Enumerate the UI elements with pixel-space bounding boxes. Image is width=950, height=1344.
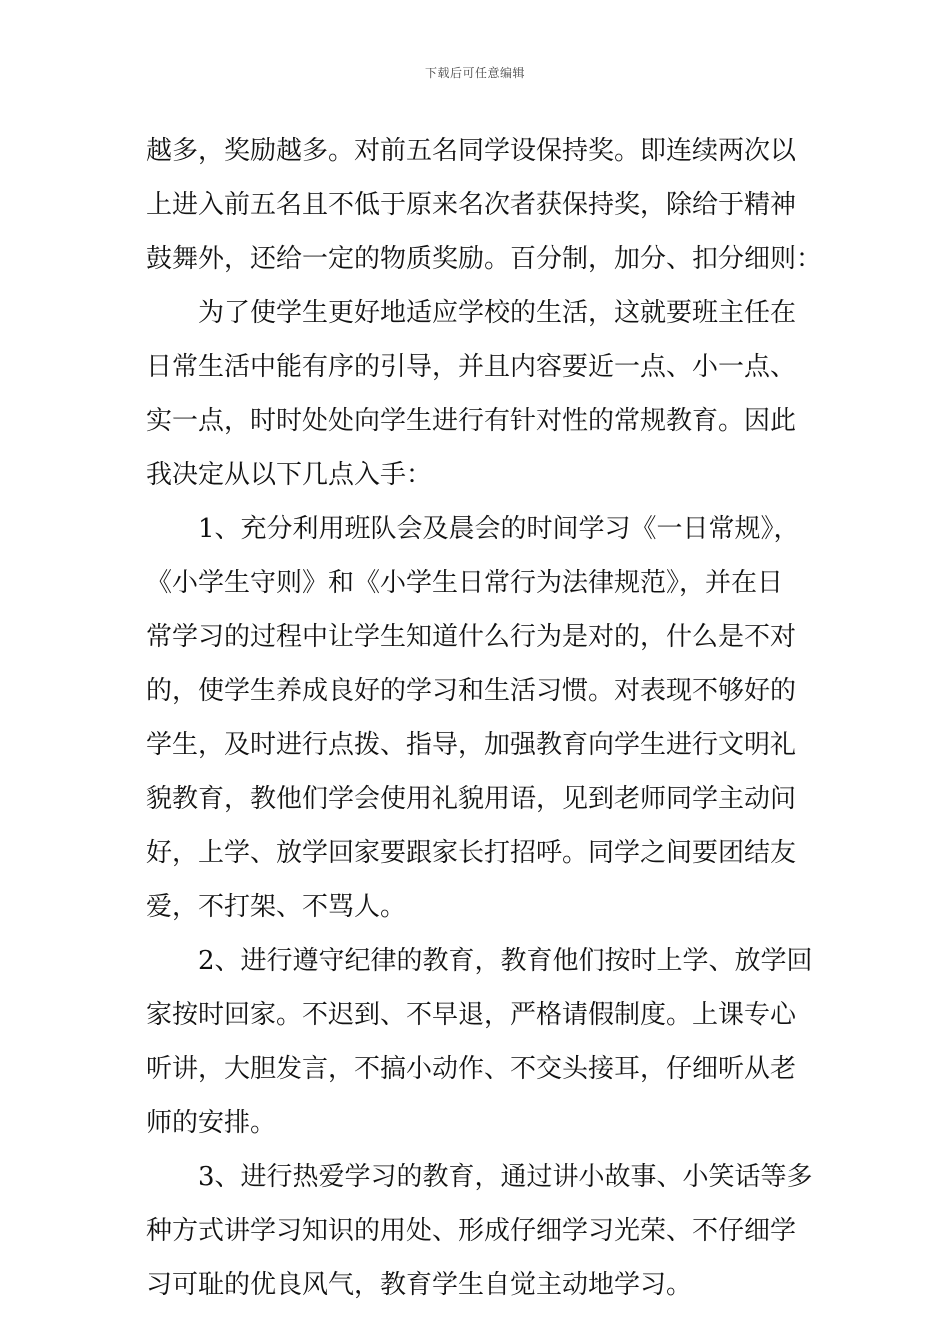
text-line: 1、充分利用班队会及晨会的时间学习《一日常规》， (146, 514, 800, 544)
text-line: 2、进行遵守纪律的教育，教育他们按时上学、放学回 (146, 946, 813, 976)
body-text (146, 124, 823, 1312)
text-line: 实一点，时时处处向学生进行有针对性的常规教育。因此 (146, 406, 797, 436)
text-line: 《小学生守则》和《小学生日常行为法律规范》，并在日 (146, 568, 784, 598)
text-line: 听讲，大胆发言，不搞小动作、不交头接耳，仔细听从老 (146, 1054, 797, 1084)
text-line: 为了使学生更好地适应学校的生活，这就要班主任在 (146, 298, 797, 328)
text-line: 貌教育，教他们学会使用礼貌用语，见到老师同学主动问 (146, 784, 797, 814)
text-line: 好，上学、放学回家要跟家长打招呼。同学之间要团结友 (146, 838, 797, 868)
page-header: 下载后可任意编辑 (424, 66, 525, 80)
text-line: 3、进行热爱学习的教育，通过讲小故事、小笑话等多 (146, 1162, 813, 1192)
text-line: 的，使学生养成良好的学习和生活习惯。对表现不够好的 (146, 676, 797, 706)
text-line: 常学习的过程中让学生知道什么行为是对的，什么是不对 (146, 622, 797, 652)
text-line: 日常生活中能有序的引导，并且内容要近一点、小一点、 (146, 352, 797, 382)
text-line: 种方式讲学习知识的用处、形成仔细学习光荣、不仔细学 (146, 1216, 797, 1246)
text-line: 鼓舞外，还给一定的物质奖励。百分制，加分、扣分细则： (146, 244, 823, 274)
text-line: 师的安排。 (146, 1108, 277, 1138)
text-line: 上进入前五名且不低于原来名次者获保持奖，除给于精神 (146, 190, 797, 220)
text-line: 越多，奖励越多。对前五名同学设保持奖。即连续两次以 (146, 136, 797, 166)
text-line: 家按时回家。不迟到、不早退，严格请假制度。上课专心 (146, 1000, 797, 1030)
text-line: 学生，及时进行点拨、指导，加强教育向学生进行文明礼 (146, 730, 797, 760)
text-line: 习可耻的优良风气，教育学生自觉主动地学习。 (146, 1270, 693, 1300)
text-line: 我决定从以下几点入手： (146, 460, 433, 490)
text-line: 爱，不打架、不骂人。 (146, 892, 407, 922)
